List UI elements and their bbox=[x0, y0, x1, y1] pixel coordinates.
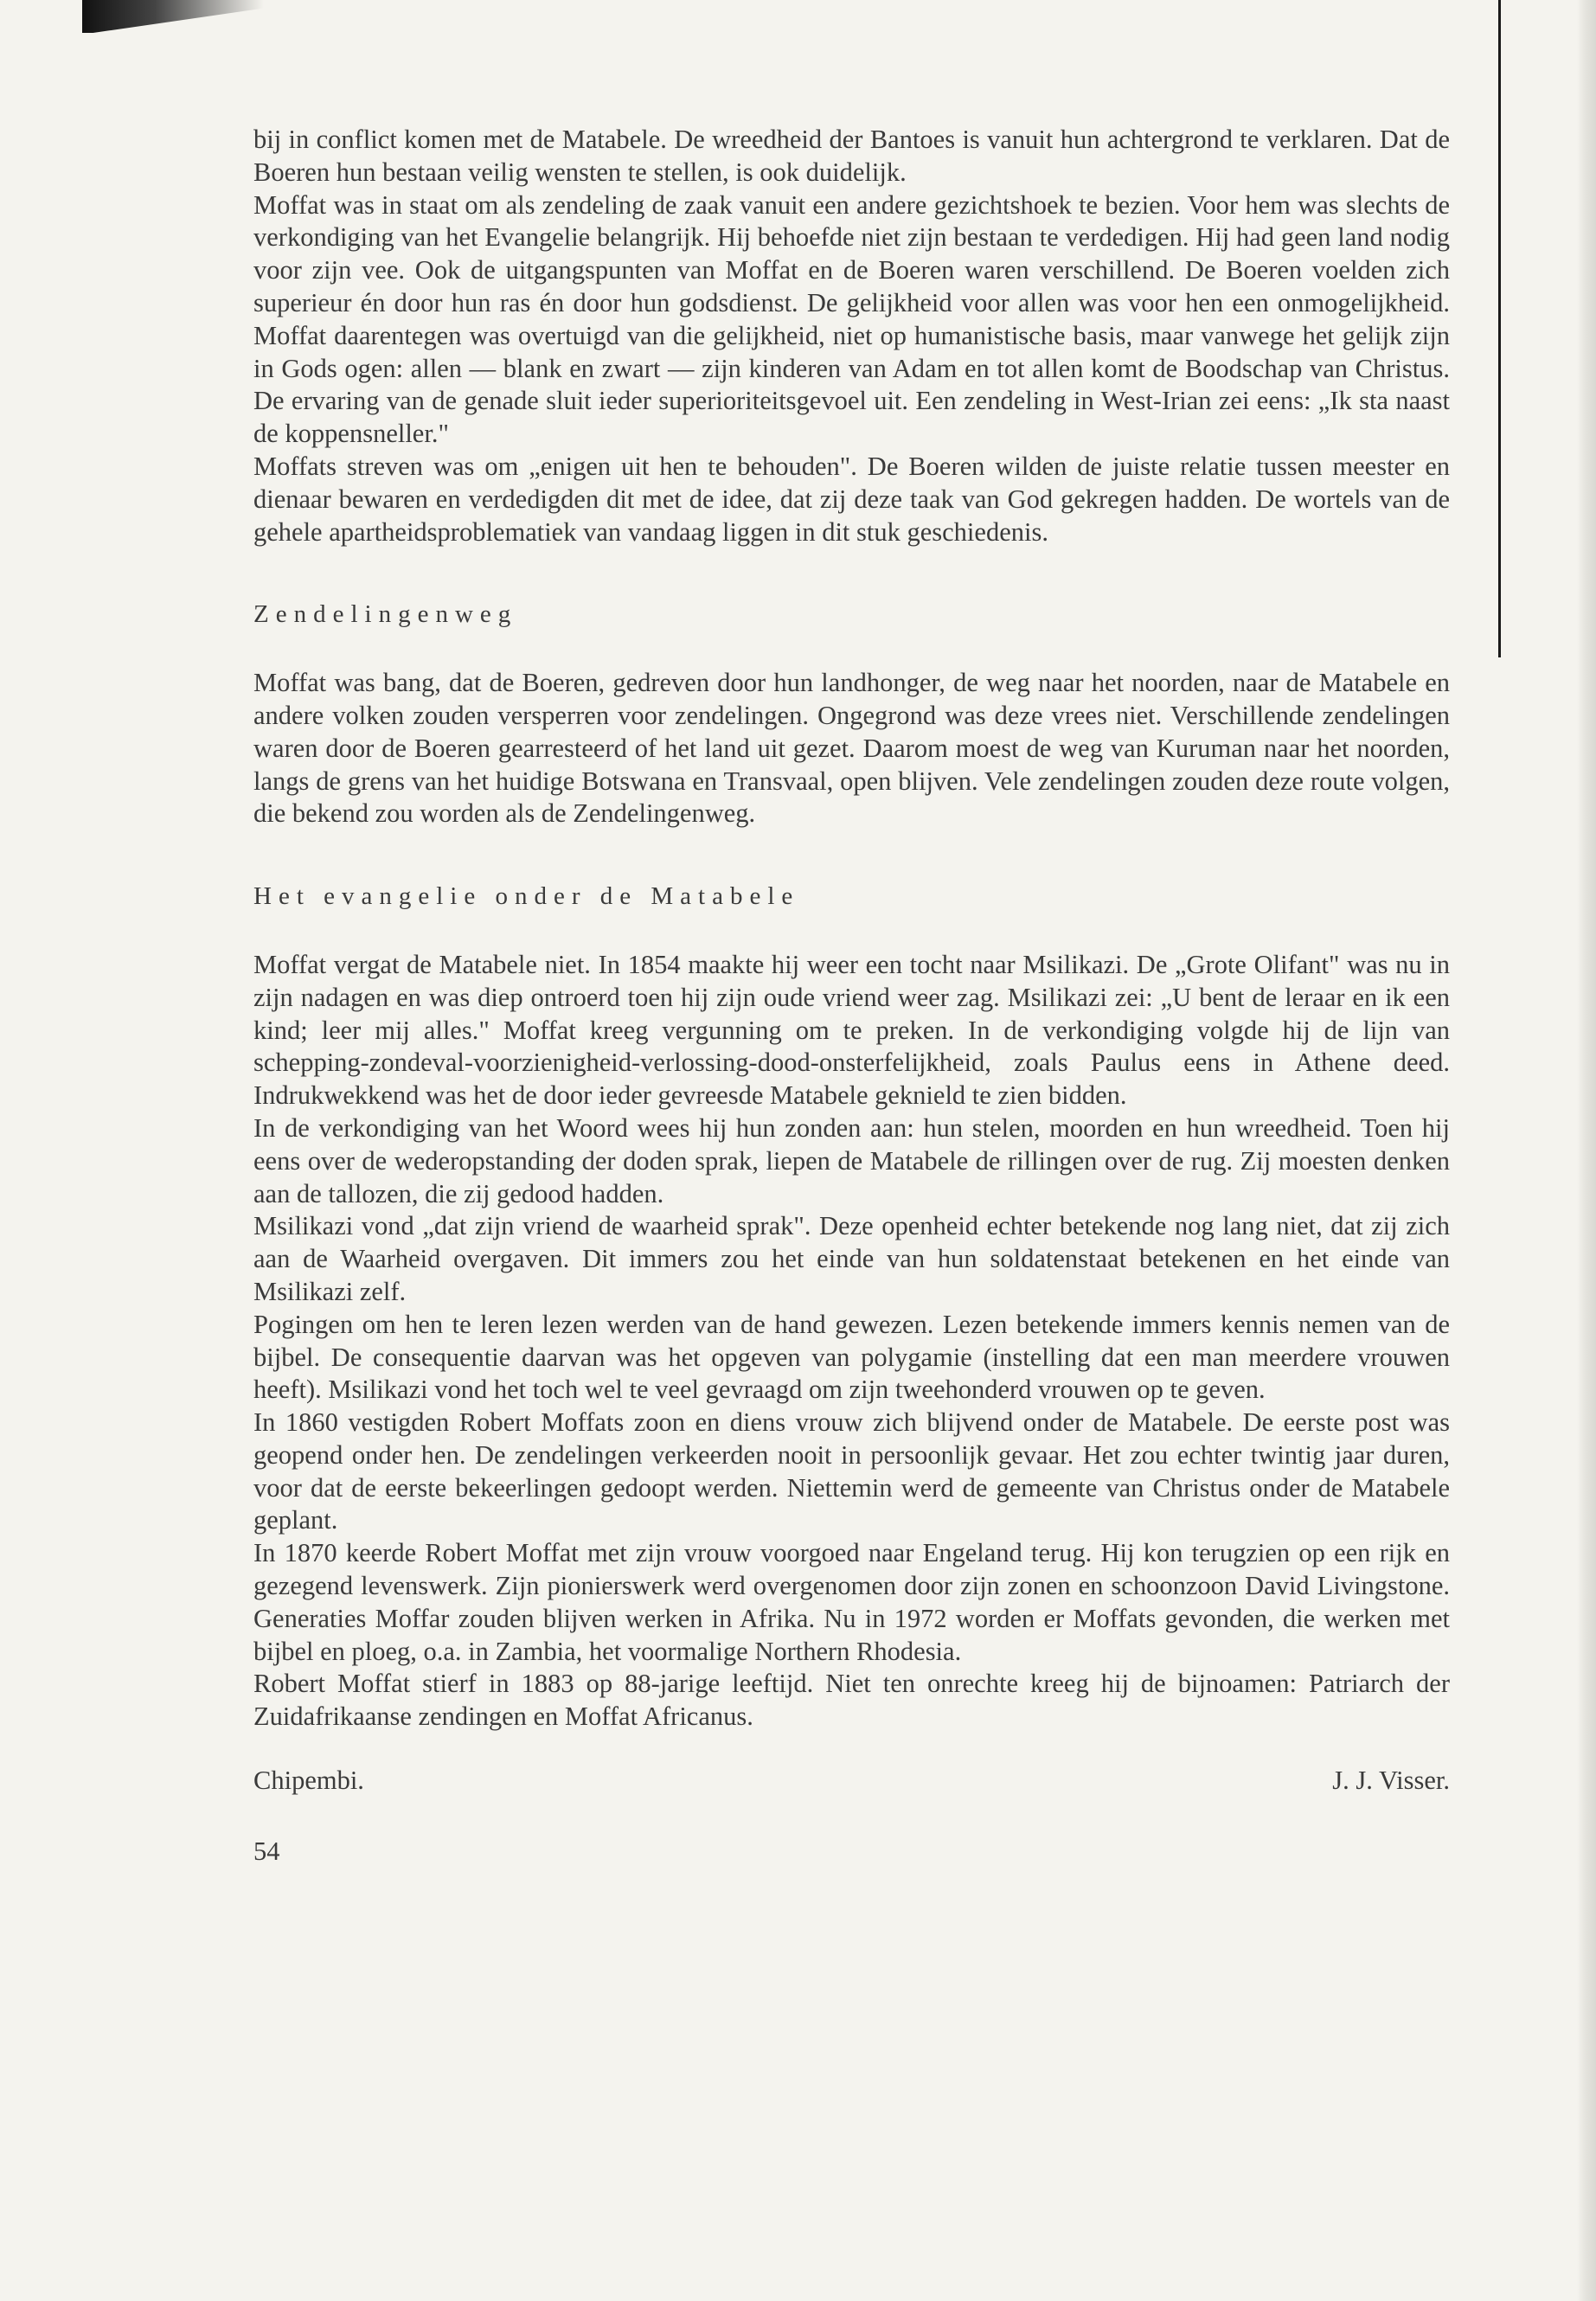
page-number: 54 bbox=[253, 1836, 280, 1866]
paragraph: Moffat was bang, dat de Boeren, gedreven door hun landhonger, de weg naar het noorden, naar de Matabele en andere volken zouden versperren voor zendelingen. Ongegrond was deze vrees niet. Verschillende zendelingen waren door de Boeren gearresteerd of het land uit gezet. Daarom moest de weg van Kuruman naar het noorden, langs de grens van het huidige Botswana en Transvaal, open blijven. Vele zendelingen zouden deze route volgen, die bekend zou worden als de Zendelingenweg. bbox=[253, 668, 1450, 829]
paragraph: Pogingen om hen te leren lezen werden van de hand gewezen. Lezen betekende immers kennis nemen van de bijbel. De consequentie daarvan was het opgeven van polygamie (instelling dat een man meerdere vrouwen heeft). Msilikazi vond het toch wel te veel gevraagd om zijn tweehonderd vrouwen op te geven. bbox=[253, 1309, 1450, 1405]
paragraph: Robert Moffat stierf in 1883 op 88-jarige leeftijd. Niet ten onrechte kreeg hij de bijnoamen: Patriarch der Zuidafrikaanse zendingen en Moffat Africanus. bbox=[253, 1669, 1450, 1732]
scan-edge-line bbox=[1498, 0, 1501, 657]
page-body bbox=[253, 124, 1450, 1868]
signature-author: J. J. Visser. bbox=[1332, 1766, 1450, 1796]
signature-line bbox=[253, 1765, 1450, 1798]
section-heading: Het evangelie onder de Matabele bbox=[253, 882, 800, 911]
paragraph: In de verkondiging van het Woord wees hij hun zonden aan: hun stelen, moorden en hun wreedheid. Toen hij eens over de wederopstanding der doden sprak, liepen de Matabele de rillingen over de rug. Zij moesten denken aan de tallozen, die zij gedood hadden. bbox=[253, 1112, 1450, 1208]
paragraph: Msilikazi vond „dat zijn vriend de waarheid sprak". Deze openheid echter betekende nog lang niet, dat zij zich aan de Waarheid overgaven. Dit immers zou het einde van hun soldatenstaat betekenen en het einde van Msilikazi zelf. bbox=[253, 1211, 1450, 1306]
paragraph: bij in conflict komen met de Matabele. De wreedheid der Bantoes is vanuit hun achtergrond te verklaren. Dat de Boeren hun bestaan veilig wensten te stellen, is ook duidelijk. bbox=[253, 125, 1450, 187]
signature-place: Chipembi. bbox=[253, 1766, 364, 1796]
paragraph: Moffat was in staat om als zendeling de zaak vanuit een andere gezichtshoek te bezien. Voor hem was slechts de verkondiging van het Evangelie belangrijk. Hij behoefde niet zijn bestaan te verdedigen. Hij had geen land nodig voor zijn vee. Ook de uitgangspunten van Moffat en de Boeren waren verschillend. De Boeren voelden zich superieur én door hun ras én door hun godsdienst. De gelijkheid voor allen was voor hen een onmogelijkheid. Moffat daarentegen was overtuigd van die gelijkheid, niet op humanistische basis, maar vanwege het gelijk zijn in Gods ogen: allen — blank en zwart — zijn kinderen van Adam en tot allen komt de Boodschap van Christus. De ervaring van de genade sluit ieder superioriteitsgevoel uit. Een zendeling in West-Irian zei eens: „Ik sta naast de koppensneller." bbox=[253, 189, 1450, 449]
paragraph: In 1860 vestigden Robert Moffats zoon en diens vrouw zich blijvend onder de Matabele. De eerste post was geopend onder hen. De zendelingen verkeerden nooit in persoonlijk gevaar. Het zou echter twintig jaar duren, voor dat de eerste bekeerlingen gedoopt werden. Niettemin werd de gemeente van Christus onder de Matabele geplant. bbox=[253, 1407, 1450, 1535]
scan-shadow-corner bbox=[82, 0, 264, 33]
section-heading: Zendelingenweg bbox=[253, 600, 518, 629]
paragraph: Moffat vergat de Matabele niet. In 1854 maakte hij weer een tocht naar Msilikazi. De „Grote Olifant" was nu in zijn nadagen en was diep ontroerd toen hij zijn oude vriend weer zag. Msilikazi zei: „U bent de leraar en ik een kind; leer mij alles." Moffat kreeg vergunning om te preken. In de verkondiging volgde hij de lijn van schepping-zondeval-voorzienigheid-verlossing-dood-onsterfelijkheid, zoals Paulus eens in Athene deed. Indrukwekkend was het de door ieder gevreesde Matabele geknield te zien bidden. bbox=[253, 949, 1450, 1111]
paragraph: Moffats streven was om „enigen uit hen te behouden". De Boeren wilden de juiste relatie tussen meester en dienaar bewaren en verdedigden dit met de idee, dat zij deze taak van God gekregen hadden. De wortels van de gehele apartheidsproblematiek van vandaag liggen in dit stuk geschiedenis. bbox=[253, 451, 1450, 547]
paragraph: In 1870 keerde Robert Moffat met zijn vrouw voorgoed naar Engeland terug. Hij kon terugzien op een rijk en gezegend levenswerk. Zijn pionierswerk werd overgenomen door zijn zonen en schoonzoon David Livingstone. Generaties Moffar zouden blijven werken in Afrika. Nu in 1972 worden er Moffats gevonden, die werken met bijbel en ploeg, o.a. in Zambia, het voormalige Northern Rhodesia. bbox=[253, 1538, 1450, 1666]
scan-edge-shadow bbox=[1577, 0, 1596, 2301]
